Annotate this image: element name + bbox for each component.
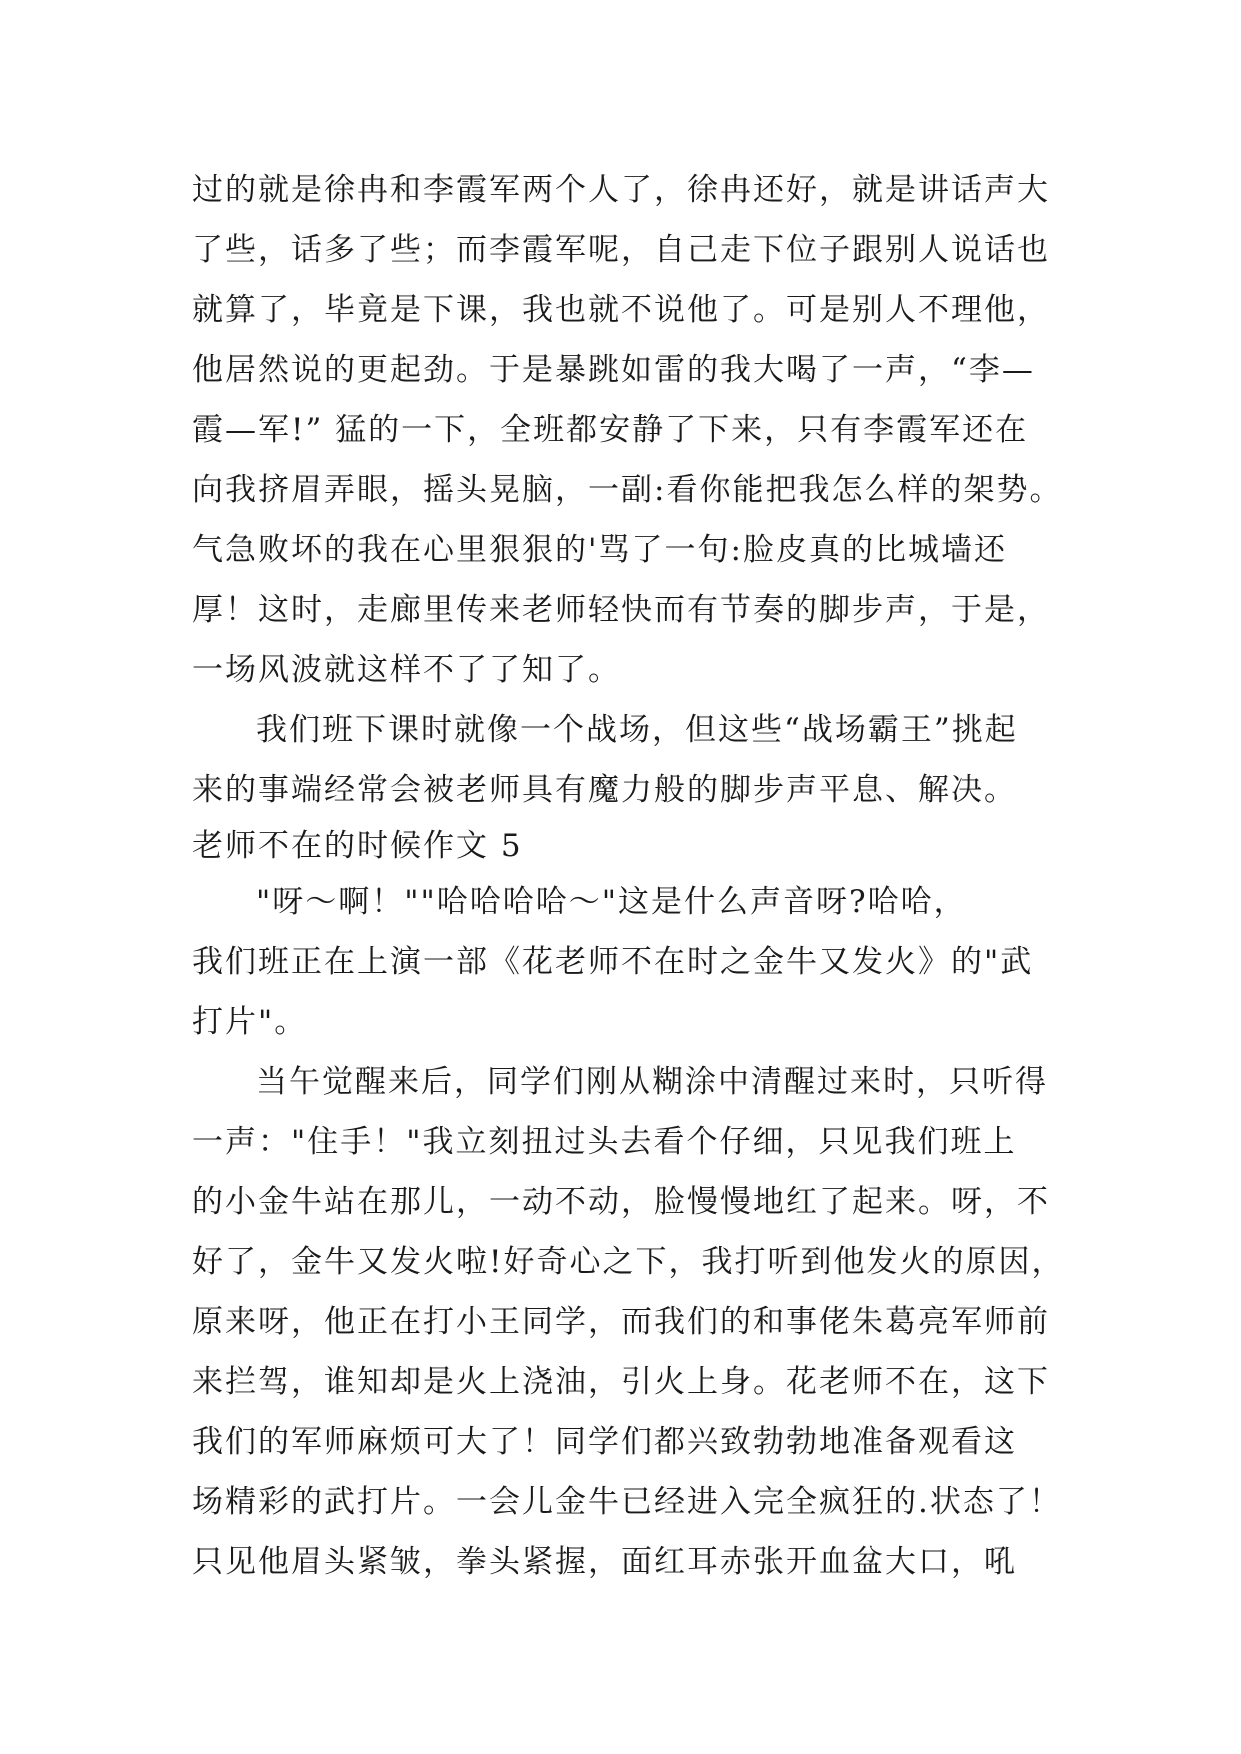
text-line: 气急败坏的我在心里狠狠的'骂了一句:脸皮真的比城墙还 <box>192 532 1007 568</box>
section-heading: 老师不在的时候作文 5 <box>192 828 523 864</box>
text-line: 只见他眉头紧皱，拳头紧握，面红耳赤张开血盆大口，吼 <box>192 1544 1017 1580</box>
text-line: 了些，话多了些；而李霞军呢，自己走下位子跟别人说话也 <box>192 232 1050 268</box>
text-line: 好了，金牛又发火啦!好奇心之下，我打听到他发火的原因， <box>192 1244 1065 1280</box>
text-line: 我们班下课时就像一个战场，但这些“战场霸王”挑起 <box>256 712 1018 748</box>
text-line: 来拦驾，谁知却是火上浇油，引火上身。花老师不在，这下 <box>192 1364 1050 1400</box>
text-line: 原来呀，他正在打小王同学，而我们的和事佬朱葛亮军师前 <box>192 1304 1050 1340</box>
text-line: 当午觉醒来后，同学们刚从糊涂中清醒过来时，只听得 <box>256 1064 1048 1100</box>
text-line: 他居然说的更起劲。于是暴跳如雷的我大喝了一声，“李— <box>192 352 1035 388</box>
text-line: 一声："住手！"我立刻扭过头去看个仔细，只见我们班上 <box>192 1124 1017 1160</box>
text-line: 我们的军师麻烦可大了！同学们都兴致勃勃地准备观看这 <box>192 1424 1017 1460</box>
text-line: "呀～啊！""哈哈哈哈～"这是什么声音呀?哈哈， <box>256 884 967 920</box>
essay-body <box>192 160 1072 1592</box>
text-line: 厚！这时，走廊里传来老师轻快而有节奏的脚步声，于是， <box>192 592 1050 628</box>
text-line: 来的事端经常会被老师具有魔力般的脚步声平息、解决。 <box>192 772 1017 808</box>
text-line: 的小金牛站在那儿，一动不动，脸慢慢地红了起来。呀，不 <box>192 1184 1050 1220</box>
text-line: 向我挤眉弄眼，摇头晃脑，一副:看你能把我怎么样的架势。 <box>192 472 1063 508</box>
text-line: 就算了，毕竟是下课，我也就不说他了。可是别人不理他， <box>192 292 1050 328</box>
text-line: 霞—军!” 猛的一下，全班都安静了下来，只有李霞军还在 <box>192 412 1029 448</box>
text-line: 过的就是徐冉和李霞军两个人了，徐冉还好，就是讲话声大 <box>192 172 1050 208</box>
text-line: 场精彩的武打片。一会儿金牛已经进入完全疯狂的.状态了！ <box>192 1484 1062 1520</box>
text-line: 打片"。 <box>192 1004 308 1040</box>
text-line: 一场风波就这样不了了知了。 <box>192 652 621 688</box>
text-line: 我们班正在上演一部《花老师不在时之金牛又发火》的"武 <box>192 944 1034 980</box>
